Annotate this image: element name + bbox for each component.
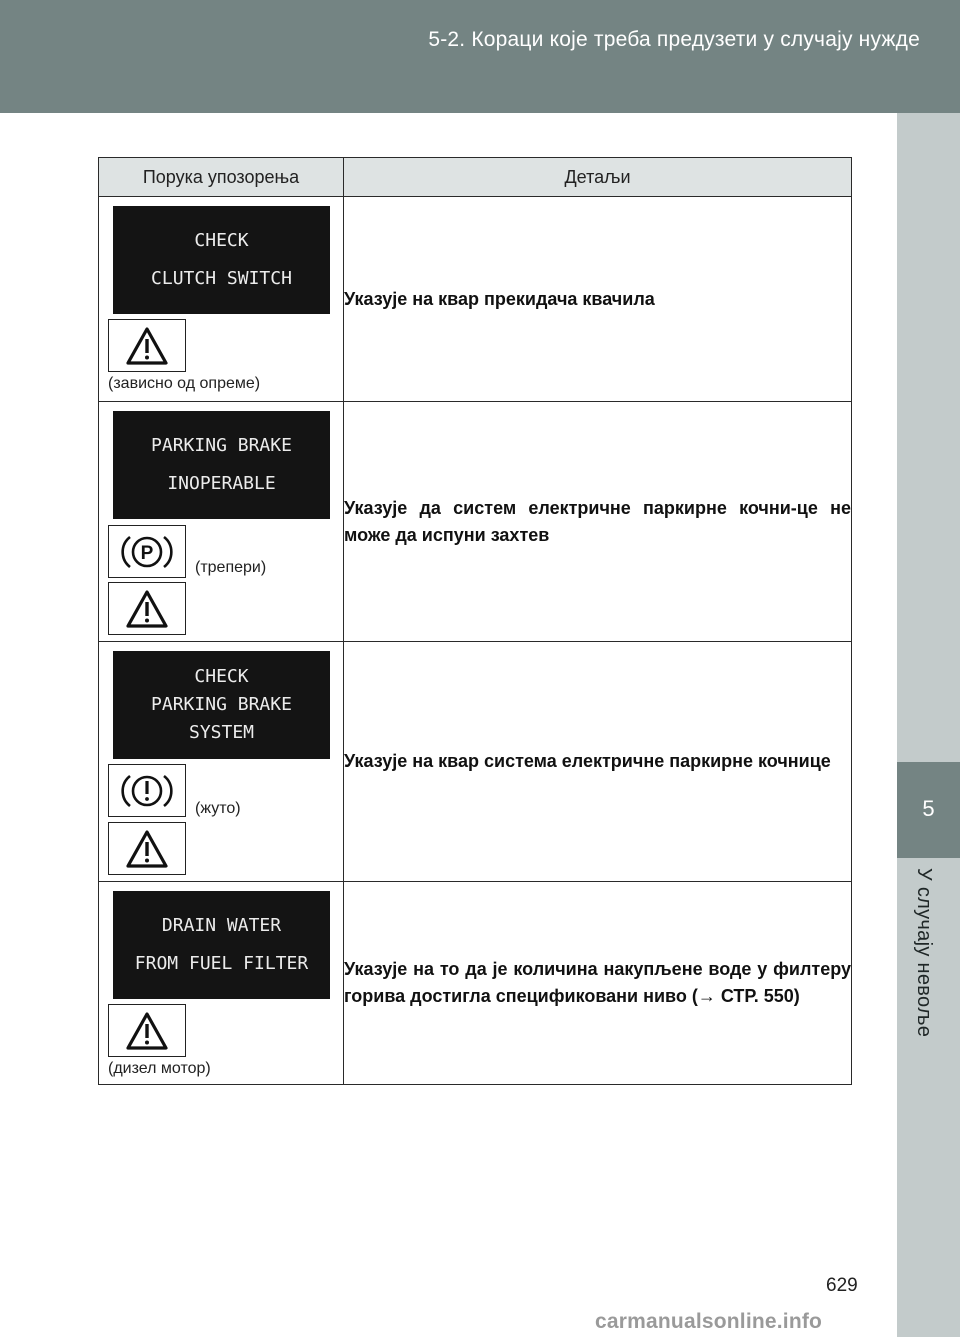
message-cell — [99, 642, 344, 882]
detail-text: Указује на квар система електричне паркирне кочнице — [344, 642, 852, 882]
display-line: PARKING BRAKE — [151, 435, 292, 456]
display-line: SYSTEM — [188, 722, 255, 743]
chapter-label: У случају невоље — [913, 868, 935, 1038]
section-title: 5-2. Кораци које треба предузети у случају нужде — [428, 28, 920, 51]
detail-text: Указује на то да је количина накупљене воде у филтеру горива достигла спецификовани ниво (→ СТР. 550) — [344, 882, 852, 1085]
note-text: (дизел мотор) — [108, 1060, 211, 1077]
header-bar — [0, 0, 960, 113]
display-line: CHECK — [194, 230, 249, 251]
message-cell — [99, 197, 344, 402]
note-text: (трепери) — [195, 559, 267, 576]
chapter-number: 5 — [922, 796, 935, 821]
display-line: CHECK — [194, 666, 249, 687]
parking-brake-icon — [108, 525, 186, 578]
brake-system-warning-icon — [108, 764, 186, 817]
note-text: (жуто) — [195, 800, 241, 817]
display-line: FROM FUEL FILTER — [134, 953, 309, 974]
display-line: PARKING BRAKE — [151, 694, 292, 715]
svg-text:P: P — [140, 542, 154, 564]
display-message — [113, 411, 330, 519]
warning-triangle-icon — [108, 822, 186, 875]
display-message — [113, 891, 330, 999]
column-header-message: Порука упозорења — [99, 158, 344, 197]
warning-triangle-icon — [108, 1004, 186, 1057]
detail-text: Указује да систем електричне паркирне кочни-це не може да испуни захтев — [344, 402, 852, 642]
display-line: INOPERABLE — [167, 473, 276, 494]
warning-triangle-icon — [108, 319, 186, 372]
note-text: (зависно од опреме) — [108, 375, 261, 392]
column-header-details: Детаљи — [344, 158, 852, 197]
table-row — [99, 642, 852, 882]
table-row — [99, 197, 852, 402]
display-message — [113, 206, 330, 314]
display-line: DRAIN WATER — [161, 915, 282, 936]
warning-table — [98, 157, 852, 1085]
warning-triangle-icon — [108, 582, 186, 635]
side-rail — [897, 113, 960, 1337]
table-header-row — [99, 158, 852, 197]
detail-text: Указује на квар прекидача квачила — [344, 197, 852, 402]
page-number: 629 — [826, 1275, 858, 1296]
message-cell — [99, 402, 344, 642]
table-row — [99, 402, 852, 642]
watermark-text: carmanualsonline.info — [595, 1310, 823, 1333]
display-message — [113, 651, 330, 759]
message-cell — [99, 882, 344, 1085]
display-line: CLUTCH SWITCH — [151, 268, 292, 289]
table-row — [99, 882, 852, 1085]
